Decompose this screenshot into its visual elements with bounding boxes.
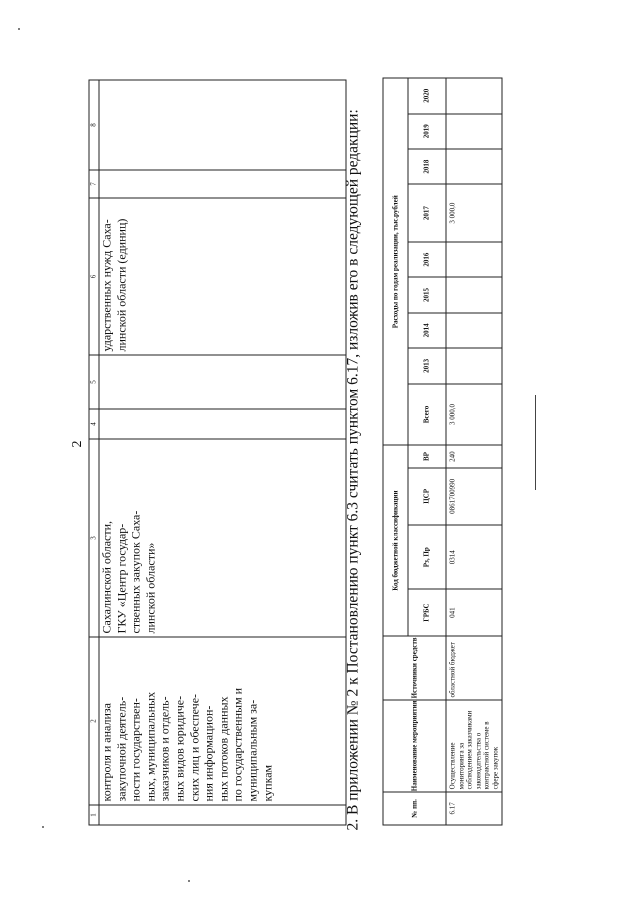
row-year-value	[446, 241, 502, 276]
row-year-value: 3 000,0	[446, 184, 502, 242]
header-year: 2015	[408, 277, 446, 312]
row-name: Осуществление мониторинга за соблюдением заказчиками законодательства о контрактной системе в сфере закупок	[446, 699, 502, 791]
header-year: 2014	[408, 312, 446, 347]
col-number: 5	[89, 355, 99, 409]
activity-description-cell	[99, 637, 346, 805]
header-year: 2013	[408, 348, 446, 383]
indicator-cell	[99, 198, 346, 355]
header-year: 2018	[408, 148, 446, 183]
header-row-1	[383, 78, 408, 825]
empty-cell	[99, 355, 346, 409]
row-grbs: 041	[446, 589, 502, 635]
col-number: 8	[89, 80, 99, 170]
empty-cell	[99, 805, 346, 825]
empty-cell	[99, 409, 346, 439]
header-sources: Источники средств	[383, 635, 446, 699]
col-number: 3	[89, 439, 99, 637]
header-year: 2016	[408, 241, 446, 276]
row-num: 6.17	[446, 791, 502, 824]
row-year-value	[446, 277, 502, 312]
divider-line	[535, 395, 536, 490]
activity-description: контроля и анализа закупочной деятель- ности государствен- ных, муниципальных заказчиков и отдель- ных видов юридиче- ских лиц и обеспече- ния информацион- ных потоков данных по государственным и муниципальным за- купкам	[99, 687, 274, 801]
scan-speck	[188, 880, 190, 882]
header-csr: ЦСР	[408, 467, 446, 525]
header-total: Всего	[408, 383, 446, 445]
scan-speck	[42, 826, 44, 828]
header-name: Наименование мероприятия	[383, 699, 446, 791]
header-year: 2019	[408, 113, 446, 148]
row-year-value	[446, 148, 502, 183]
row-source: областной бюджет	[446, 635, 502, 699]
col-number: 4	[89, 409, 99, 439]
row-total: 3 000,0	[446, 383, 502, 445]
budget-table	[382, 77, 502, 825]
col-number: 2	[89, 637, 99, 805]
executor-text: Сахалинской области, ГКУ «Центр государ- ственных закупок Саха- линской области»	[99, 510, 157, 633]
indicator-text: ударственных нужд Саха- линской области (единиц)	[99, 218, 128, 351]
empty-cell	[99, 80, 346, 170]
row-year-value	[446, 113, 502, 148]
row-csr: 0861700990	[446, 467, 502, 525]
header-num: № пп.	[383, 791, 446, 824]
header-year: 2017	[408, 184, 446, 242]
header-year: 2020	[408, 78, 446, 114]
header-vr: ВР	[408, 445, 446, 467]
empty-cell	[99, 170, 346, 198]
header-expenses: Расходы по годам реализации, тыс.рублей	[383, 78, 408, 445]
executor-cell	[99, 439, 346, 637]
amendment-heading: 2. В приложении № 2 к Постановлению пункт 6.3 считать пунктом 6.17, изложив его в следующей редакции:	[344, 108, 361, 830]
header-grbs: ГРБС	[408, 589, 446, 635]
table-row	[99, 80, 346, 825]
row-rz-pr: 0314	[446, 525, 502, 589]
page-number: 2	[70, 440, 85, 448]
row-year-value	[446, 312, 502, 347]
row-vr: 240	[446, 445, 502, 467]
col-number: 7	[89, 170, 99, 198]
continuation-table	[88, 79, 346, 825]
col-number: 6	[89, 198, 99, 355]
scan-speck	[18, 28, 20, 30]
column-number-row	[89, 80, 99, 825]
header-rz-pr: Рз, Пр	[408, 525, 446, 589]
row-year-value	[446, 348, 502, 383]
row-year-value	[446, 78, 502, 114]
col-number: 1	[89, 805, 99, 825]
header-budget-code: Код бюджетной классификации	[383, 445, 408, 635]
table-row	[446, 78, 502, 825]
